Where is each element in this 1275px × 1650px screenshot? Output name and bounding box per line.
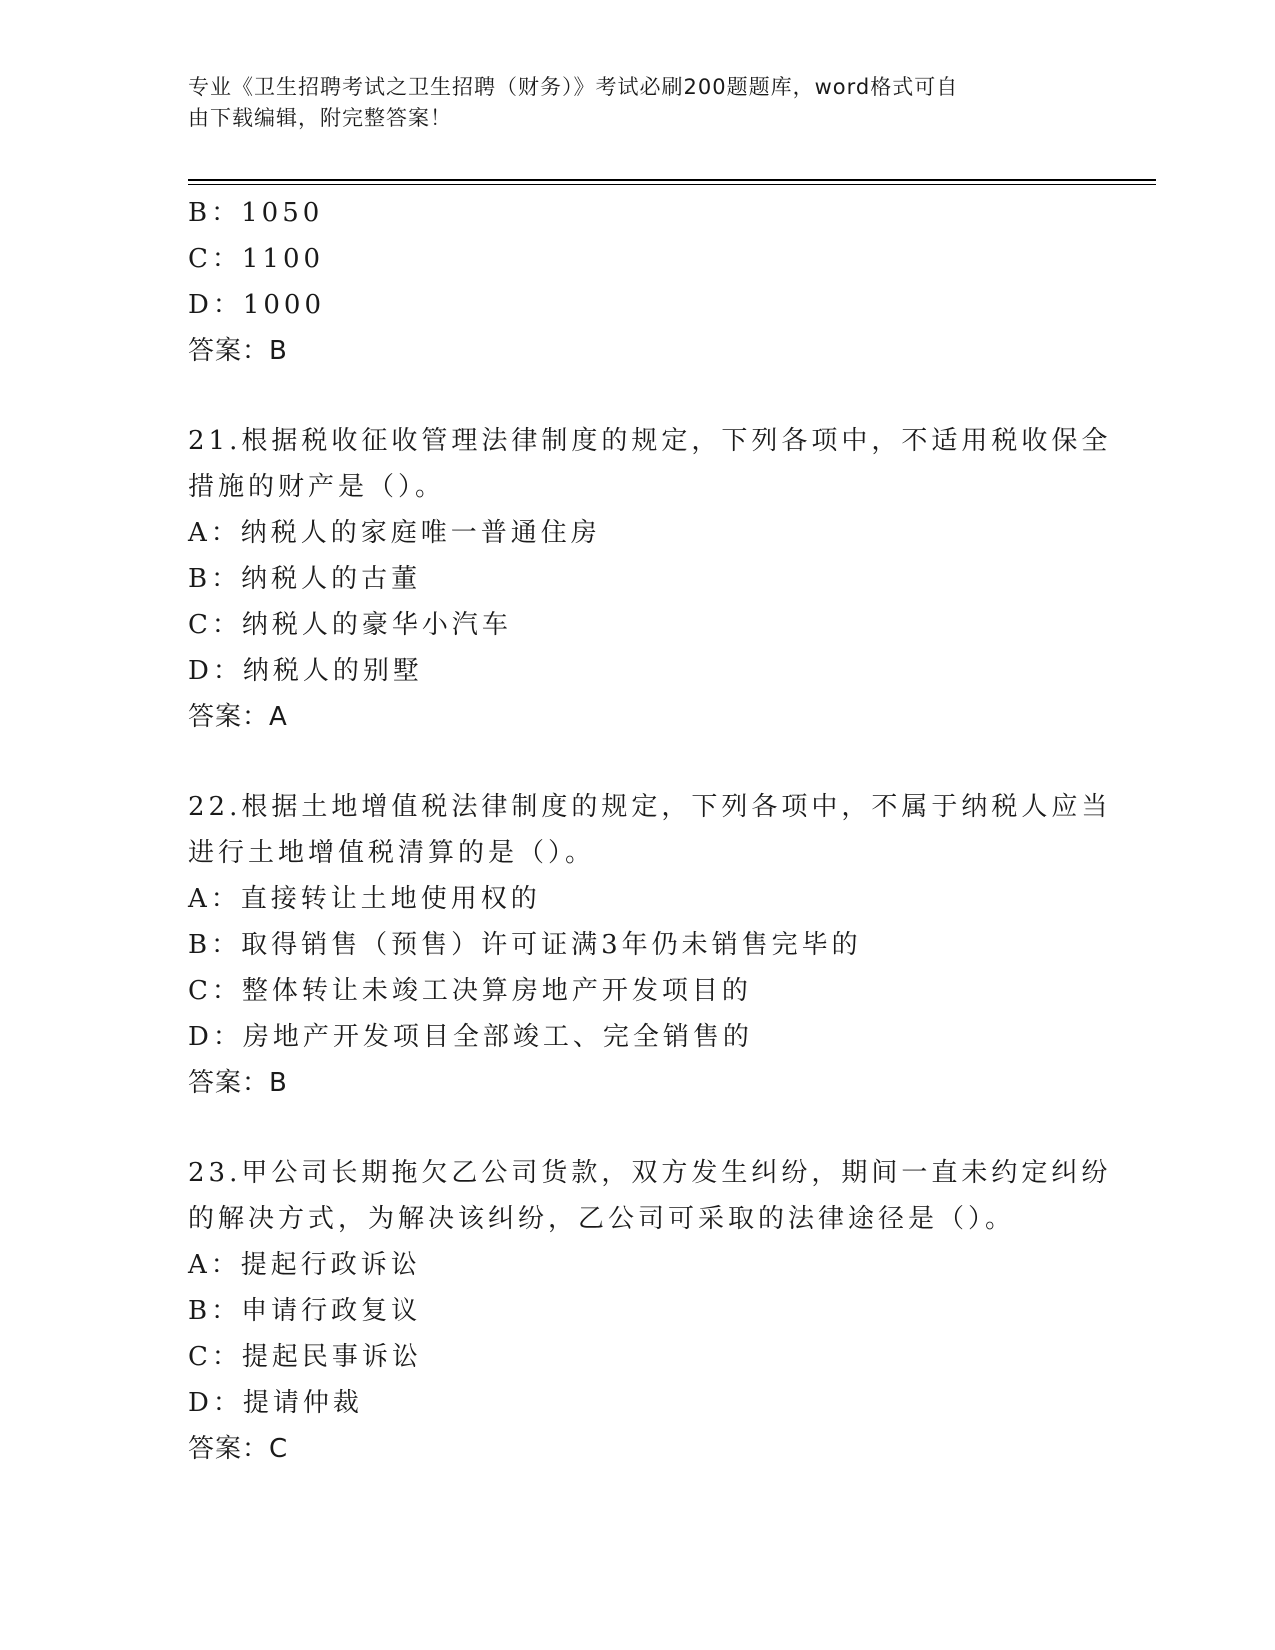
answer-line: 答案：A	[188, 702, 288, 732]
question-content	[188, 190, 1112, 1472]
header-divider-thick	[188, 179, 1156, 181]
option-c: C：整体转让未竣工决算房地产开发项目的	[188, 976, 752, 1006]
question-stem-line: 的解决方式，为解决该纠纷，乙公司可采取的法律途径是（）。	[188, 1204, 1016, 1234]
option-b: B：取得销售（预售）许可证满3年仍未销售完毕的	[188, 930, 862, 960]
option-b: B：申请行政复议	[188, 1296, 422, 1326]
option-d: D：纳税人的别墅	[188, 656, 423, 686]
question-22	[188, 784, 1112, 1106]
header-divider-thin	[188, 184, 1156, 185]
question-stem-line: 进行土地增值税清算的是（）。	[188, 838, 596, 868]
question-21	[188, 418, 1112, 740]
option-a: A：直接转让土地使用权的	[188, 884, 541, 914]
answer-line: 答案：B	[188, 336, 288, 366]
answer-line: 答案：B	[188, 1068, 288, 1098]
option-a: A：纳税人的家庭唯一普通住房	[188, 518, 601, 548]
option-d: D：房地产开发项目全部竣工、完全销售的	[188, 1022, 753, 1052]
question-23	[188, 1150, 1112, 1472]
option-d: D：提请仲裁	[188, 1388, 363, 1418]
answer-line: 答案：C	[188, 1434, 289, 1464]
header-line-2: 由下载编辑，附完整答案！	[188, 106, 452, 130]
header-line-1: 专业《卫生招聘考试之卫生招聘（财务）》考试必刷200题题库，word格式可自	[188, 75, 959, 99]
question-stem-line: 22.根据土地增值税法律制度的规定，下列各项中，不属于纳税人应当	[188, 792, 1112, 822]
document-header	[188, 72, 1068, 134]
option-b: B：纳税人的古董	[188, 564, 422, 594]
carryover-question	[188, 190, 1088, 374]
option-c: C：提起民事诉讼	[188, 1342, 422, 1372]
option-c: C：1100	[188, 244, 325, 274]
option-d: D：1000	[188, 290, 326, 320]
option-a: A：提起行政诉讼	[188, 1250, 421, 1280]
option-b: B：1050	[188, 198, 324, 228]
option-c: C：纳税人的豪华小汽车	[188, 610, 512, 640]
question-stem-line: 21.根据税收征收管理法律制度的规定，下列各项中，不适用税收保全	[188, 426, 1112, 456]
question-stem-line: 23.甲公司长期拖欠乙公司货款，双方发生纠纷，期间一直未约定纠纷	[188, 1158, 1112, 1188]
question-stem-line: 措施的财产是（）。	[188, 472, 446, 502]
